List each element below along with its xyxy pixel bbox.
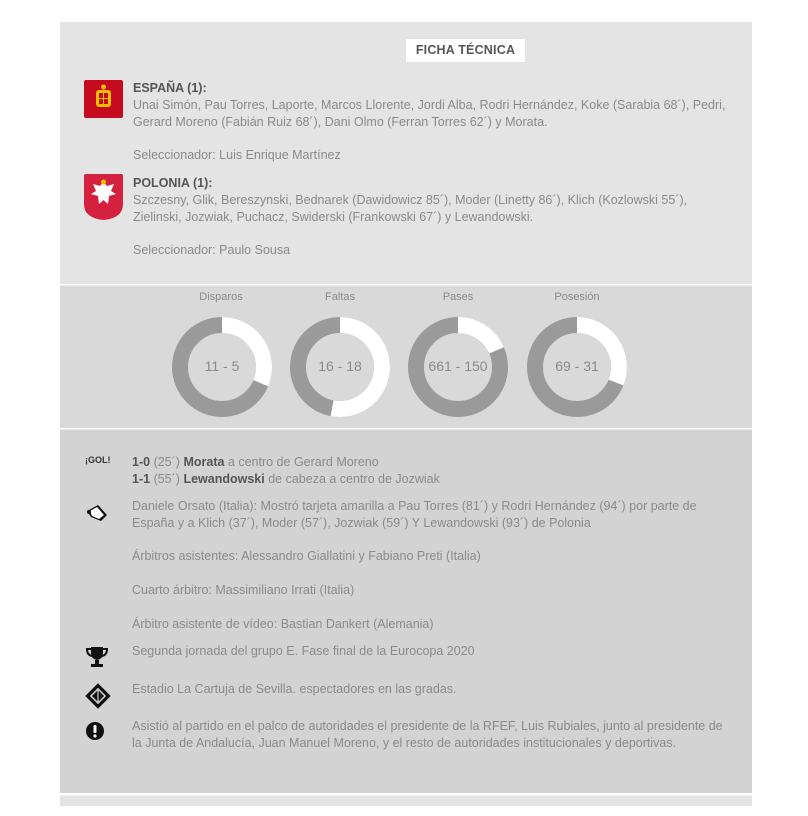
poland-lineup: Szczesny, Glik, Bereszynski, Bednarek (Dawidowicz 85´), Moder (Linetty 86´), Klich (Kozlowski 55´), Zielinski, Jozwiak, Puchacz, Swiderski (Frankowski 67´) y Lewandowski. [133,193,688,224]
stat-label-shots: Disparos [199,291,243,303]
spain-lineup: Unai Simón, Pau Torres, Laporte, Marcos Llorente, Jordi Alba, Rodri Hernández, Koke (Sarabia 68´), Pedri, Gerard Moreno (Fabián Ruiz 68´), Dani Olmo (Ferran Torres 62´) y Morata. [133,98,726,129]
referee-main: Daniele Orsato (Italia): Mostró tarjeta amarilla a Pau Torres (81´) y Rodri Hernández (94´) por parte de España y a Klich (37´), Moder (57´), Jozwiak (59´) Y Lewandowski (93´) de Polonia [132,499,697,530]
stats-panel [60,285,752,428]
spain-coach: Seleccionador: Luis Enrique Martínez [133,148,341,162]
referee-var: Árbitro asistente de vídeo: Bastian Dankert (Alemania) [132,617,434,631]
poland-block [133,175,733,226]
goal-2-player: Lewandowski [183,472,265,486]
goal-2-score: 1-1 [132,472,151,486]
goal-row-1 [132,454,732,471]
alert-icon [84,720,106,742]
stat-value-fouls: 16 - 18 [318,358,362,374]
teams-section [60,22,752,284]
goal-icon: ¡GOL! [85,455,111,465]
goal-1-minute: (25´) [153,455,180,469]
goal-1-player: Morata [183,455,225,469]
spain-block [133,80,733,131]
incidents-text: Asistió al partido en el palco de autoridades el presidente de la RFEF, Luis Rubiales, junto al presidente de la Junta de Andalucía, Juan Manuel Moreno, y el resto de autoridades institucionales y deportivas. [132,719,723,750]
trophy-icon [84,645,110,669]
stadium-icon [84,682,112,710]
whistle-icon [84,502,110,522]
stat-value-shots: 11 - 5 [204,358,240,374]
stat-value-passes: 661 - 150 [428,358,488,374]
goal-2-minute: (55´) [153,472,180,486]
stat-label-possession: Posesión [554,291,600,303]
referee-assistants: Árbitros asistentes: Alessandro Giallatini y Fabiano Preti (Italia) [132,549,481,563]
goal-1-score: 1-0 [132,455,151,469]
poland-coach: Seleccionador: Paulo Sousa [133,243,291,257]
teams-panel [60,22,752,284]
spain-crest-icon [84,80,123,118]
poland-name: POLONIA (1): [133,176,213,190]
bottom-strip [60,795,752,806]
stadium-text: Estadio La Cartuja de Sevilla. espectadores en las gradas. [132,682,457,696]
stat-label-passes: Pases [442,291,474,303]
competition-text: Segunda jornada del grupo E. Fase final de la Eurocopa 2020 [132,644,475,658]
goal-1-desc: a centro de Gerard Moreno [227,455,379,469]
details-panel [60,429,752,793]
ficha-title: FICHA TÉCNICA [406,39,525,62]
referee-fourth: Cuarto árbitro: Massimiliano Irrati (Italia) [132,583,355,597]
goal-row-2 [132,471,732,488]
spain-name: ESPAÑA (1): [133,81,207,95]
stat-label-fouls: Faltas [325,291,355,303]
stat-value-possession: 69 - 31 [555,358,599,374]
goal-2-desc: de cabeza a centro de Jozwiak [268,472,440,486]
poland-crest-icon [84,174,123,220]
